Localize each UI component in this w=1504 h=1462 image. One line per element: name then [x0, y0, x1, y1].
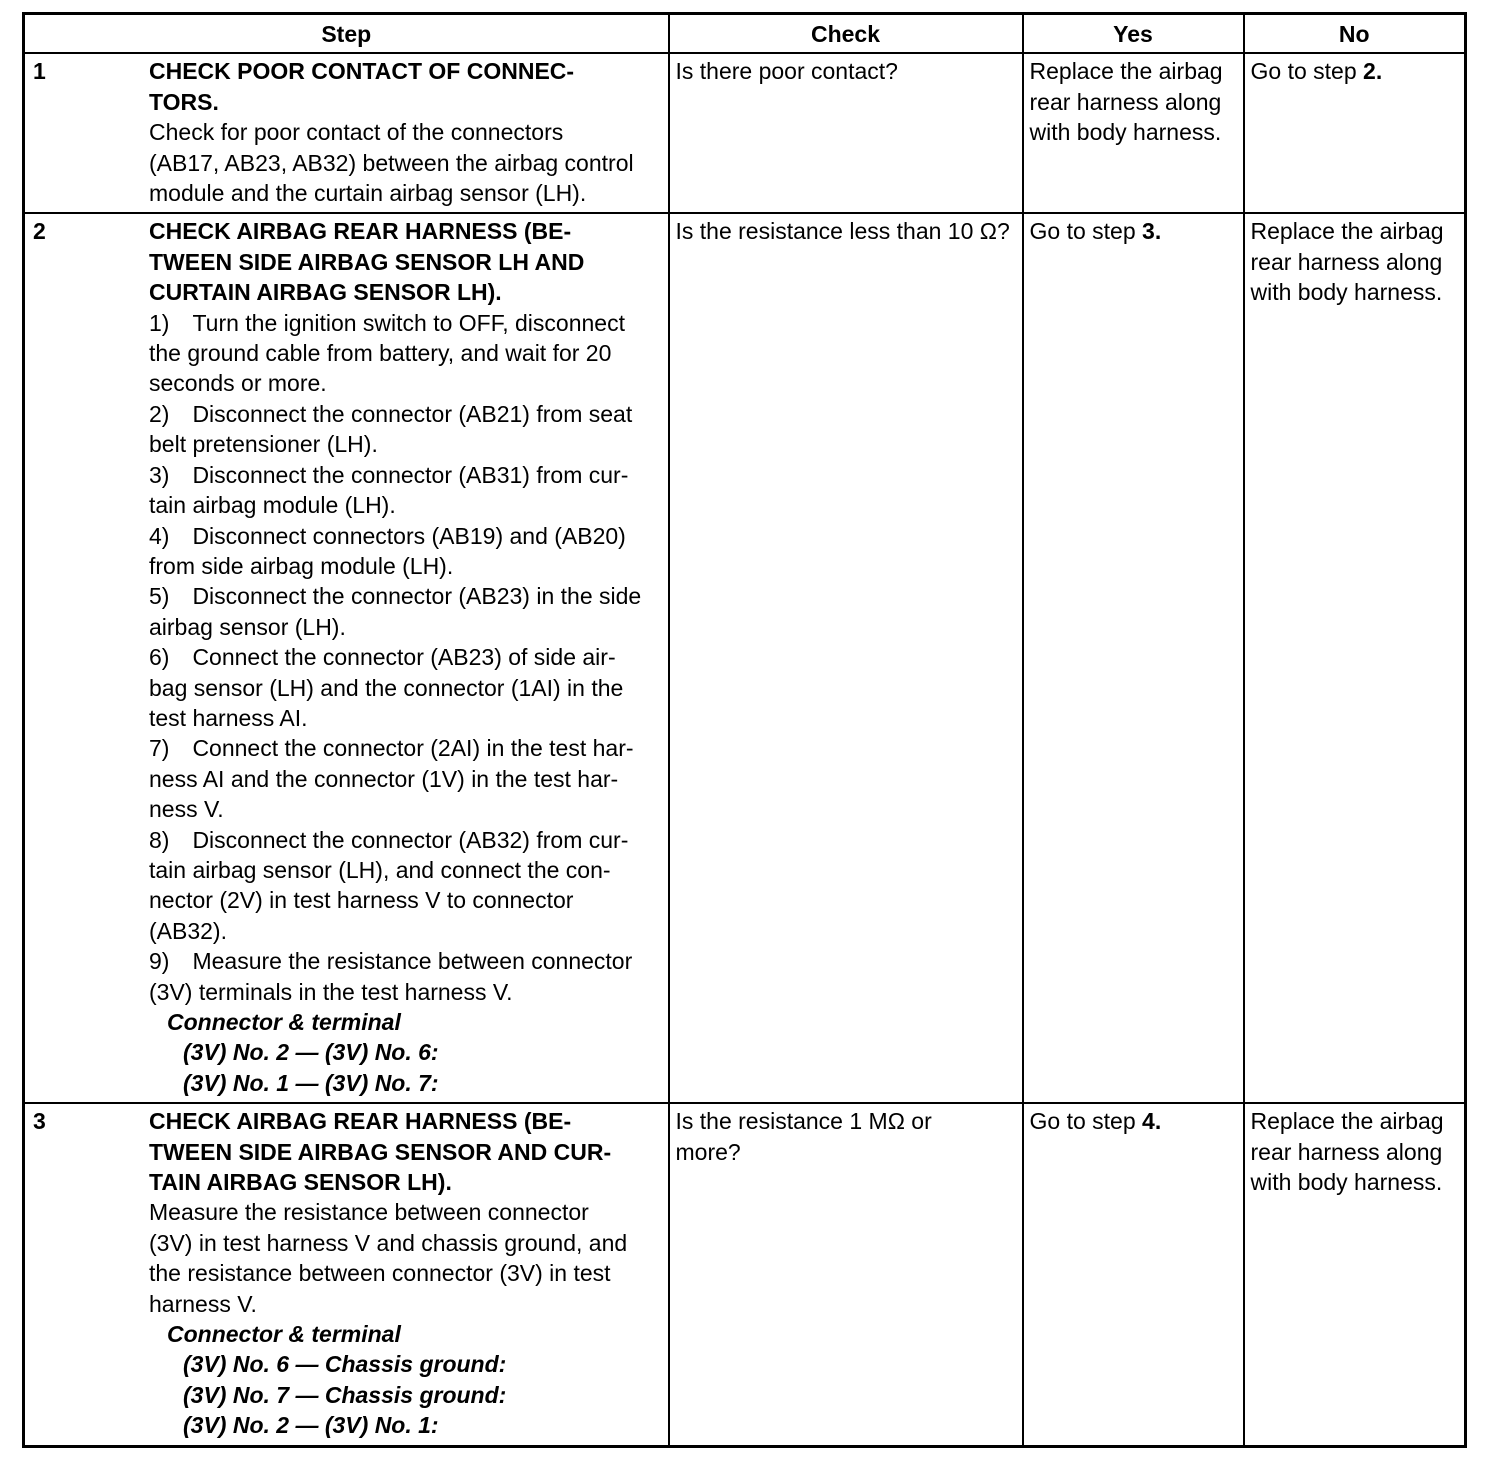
go-to-step-link: 3: [1142, 218, 1155, 245]
step-text-line: 1) Turn the ignition switch to OFF, disconnect: [149, 309, 625, 336]
no-cell: [1244, 53, 1466, 213]
step-text-line: 3) Disconnect the connector (AB31) from cur-: [149, 461, 629, 488]
connector-terminal-item: (3V) No. 2 — (3V) No. 6:: [183, 1039, 439, 1066]
header-step: Step: [24, 14, 669, 54]
connector-terminal-item: (3V) No. 7 — Chassis ground:: [183, 1381, 507, 1408]
table-row: [24, 53, 1466, 213]
table-row: [24, 213, 1466, 1103]
step-text-line: (3V) in test harness V and chassis ground, and: [149, 1229, 628, 1256]
step-text-line: ness V.: [149, 796, 224, 823]
step-text-line: harness V.: [149, 1290, 257, 1317]
step-cell: [24, 53, 669, 213]
step-cell: [24, 1103, 669, 1446]
yes-text: rear harness along: [1029, 88, 1222, 115]
step-text-line: belt pretensioner (LH).: [149, 431, 378, 458]
step-title-line: CHECK AIRBAG REAR HARNESS (BE-: [149, 1108, 572, 1135]
step-title-line: CHECK AIRBAG REAR HARNESS (BE-: [149, 218, 572, 245]
check-text: Is there poor contact?: [675, 58, 898, 85]
no-text: Go to step 2.: [1250, 58, 1383, 85]
no-cell: [1244, 1103, 1466, 1446]
yes-text: Go to step 4.: [1029, 1108, 1162, 1135]
no-text: with body harness.: [1250, 1169, 1443, 1196]
check-text: Is the resistance less than 10 Ω?: [675, 218, 1010, 245]
connector-terminal-item: (3V) No. 6 — Chassis ground:: [183, 1351, 507, 1378]
go-to-step-link: 2: [1363, 58, 1376, 85]
step-text-line: Check for poor contact of the connectors: [149, 119, 564, 146]
table-row: [24, 1103, 1466, 1446]
step-text-line: 9) Measure the resistance between connector: [149, 948, 633, 975]
no-text: Replace the airbag: [1250, 1108, 1444, 1135]
yes-cell: [1023, 1103, 1244, 1446]
step-text-line: ness AI and the connector (1V) in the test har-: [149, 765, 619, 792]
step-text-line: nector (2V) in test harness V to connector: [149, 887, 574, 914]
step-text-line: module and the curtain airbag sensor (LH).: [149, 180, 587, 207]
step-text-line: from side airbag module (LH).: [149, 552, 454, 579]
step-text-line: tain airbag sensor (LH), and connect the con-: [149, 856, 611, 883]
step-text-line: 4) Disconnect connectors (AB19) and (AB20): [149, 522, 626, 549]
no-cell: [1244, 213, 1466, 1103]
step-title-line: TWEEN SIDE AIRBAG SENSOR LH AND: [149, 248, 585, 275]
go-to-step-link: 4: [1142, 1108, 1155, 1135]
step-text-line: bag sensor (LH) and the connector (1AI) in the: [149, 674, 624, 701]
step-text-line: the resistance between connector (3V) in test: [149, 1260, 611, 1287]
step-title-line: TORS.: [149, 88, 219, 115]
connector-terminal-item: (3V) No. 1 — (3V) No. 7:: [183, 1069, 439, 1096]
step-title-line: TAIN AIRBAG SENSOR LH).: [149, 1169, 452, 1196]
step-number: 3: [33, 1108, 46, 1135]
step-title-line: TWEEN SIDE AIRBAG SENSOR AND CUR-: [149, 1138, 612, 1165]
no-text: rear harness along: [1250, 1138, 1443, 1165]
yes-text: Replace the airbag: [1029, 58, 1223, 85]
check-cell: [669, 1103, 1023, 1446]
no-text: with body harness.: [1250, 279, 1443, 306]
header-yes: Yes: [1023, 14, 1244, 54]
yes-cell: [1023, 213, 1244, 1103]
check-text: more?: [675, 1138, 741, 1165]
step-title-line: CHECK POOR CONTACT OF CONNEC-: [149, 58, 575, 85]
yes-text: with body harness.: [1029, 119, 1222, 146]
step-text-line: airbag sensor (LH).: [149, 613, 346, 640]
header-check: Check: [669, 14, 1023, 54]
step-text-line: tain airbag module (LH).: [149, 492, 396, 519]
yes-text: Go to step 3.: [1029, 218, 1162, 245]
step-title-line: CURTAIN AIRBAG SENSOR LH).: [149, 279, 502, 306]
step-text-line: Measure the resistance between connector: [149, 1199, 589, 1226]
yes-cell: [1023, 53, 1244, 213]
check-cell: [669, 213, 1023, 1103]
header-no: No: [1244, 14, 1466, 54]
step-text-line: seconds or more.: [149, 370, 327, 397]
step-text-line: (AB32).: [149, 917, 227, 944]
step-number: 2: [33, 218, 46, 245]
no-text: Replace the airbag: [1250, 218, 1444, 245]
diagnostic-table: [22, 12, 1467, 1448]
step-text-line: 2) Disconnect the connector (AB21) from seat: [149, 400, 633, 427]
header-row: [24, 14, 1466, 54]
no-text: rear harness along: [1250, 248, 1443, 275]
step-text-line: (AB17, AB23, AB32) between the airbag control: [149, 149, 634, 176]
connector-terminal-heading: Connector & terminal: [167, 1321, 401, 1348]
connector-terminal-heading: Connector & terminal: [167, 1009, 401, 1035]
step-text-line: 7) Connect the connector (2AI) in the test har-: [149, 735, 634, 762]
check-cell: [669, 53, 1023, 213]
step-text-line: 5) Disconnect the connector (AB23) in the side: [149, 583, 642, 610]
step-number: 1: [33, 58, 46, 85]
step-text-line: the ground cable from battery, and wait for 20: [149, 340, 612, 367]
step-text-line: (3V) terminals in the test harness V.: [149, 978, 513, 1005]
step-text-line: 8) Disconnect the connector (AB32) from cur-: [149, 826, 629, 853]
step-text-line: 6) Connect the connector (AB23) of side air-: [149, 644, 616, 671]
check-text: Is the resistance 1 MΩ or: [675, 1108, 932, 1135]
connector-terminal-item: (3V) No. 2 — (3V) No. 1:: [183, 1412, 439, 1439]
step-text-line: test harness AI.: [149, 704, 308, 731]
step-cell: [24, 213, 669, 1103]
